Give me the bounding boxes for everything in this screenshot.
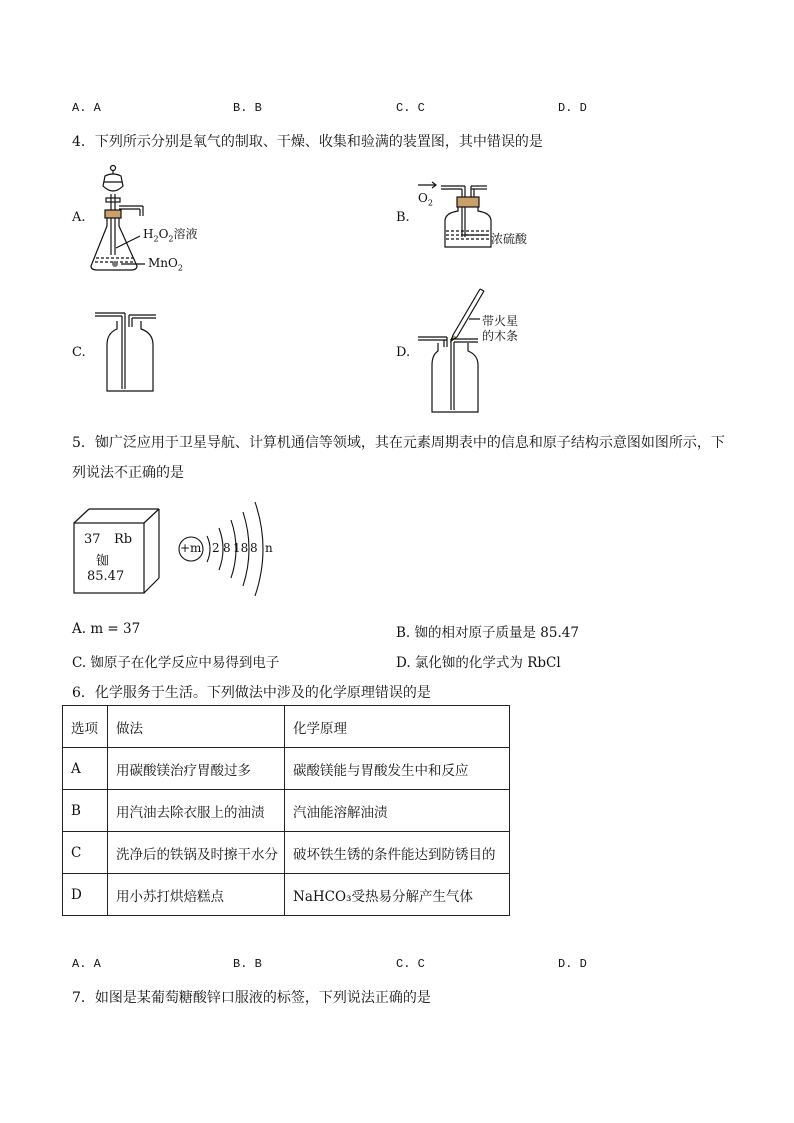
atomic-number: 37 — [84, 532, 101, 547]
q4-stem: 4．下列所示分别是氧气的制取、干燥、收集和验满的装置图，其中错误的是 — [72, 134, 543, 150]
shell-3-electrons: 18 — [233, 541, 249, 555]
shell-1-electrons: 2 — [212, 541, 220, 555]
apparatus-c-collection-bottle — [95, 305, 175, 395]
label-mno2: MnO$_2$ — [148, 256, 183, 273]
table-row — [63, 874, 510, 916]
element-name: 铷 — [96, 554, 110, 569]
label-o2: $O_2$ — [418, 191, 433, 208]
q6-stem: 6．化学服务于生活。下列做法中涉及的化学原理错误的是 — [72, 685, 431, 701]
row-c-practice: 洗净后的铁锅及时擦干水分 — [108, 832, 285, 874]
q5-option-a: A. m = 37 — [72, 621, 141, 637]
shell-4-electrons: 8 — [250, 541, 258, 555]
table-header-row — [63, 706, 510, 748]
table-row — [63, 790, 510, 832]
table-row — [63, 832, 510, 874]
row-b-practice: 用汽油去除衣服上的油渍 — [108, 790, 285, 832]
q6-option-a: A. A — [72, 957, 101, 971]
header-practice: 做法 — [108, 706, 285, 748]
table-row — [63, 748, 510, 790]
q6-option-d: D. D — [558, 957, 587, 971]
q5-option-c: C. 铷原子在化学反应中易得到电子 — [72, 655, 280, 671]
label-glowing-splint-1: 带火星 — [482, 314, 519, 328]
q4-label-a: A. — [72, 210, 86, 225]
row-a-practice: 用碳酸镁治疗胃酸过多 — [108, 748, 285, 790]
q4-label-c: C. — [72, 345, 86, 360]
q5-option-b: B. 铷的相对原子质量是 85.47 — [396, 625, 579, 641]
atomic-mass: 85.47 — [87, 569, 125, 584]
label-h2o2-solution: $H_2O_2$溶液 — [143, 227, 198, 244]
q5-option-d: D. 氯化铷的化学式为 RbCl — [396, 655, 561, 671]
q6-option-b: B. B — [233, 957, 262, 971]
row-b-option: B — [63, 790, 108, 832]
row-a-option: A — [63, 748, 108, 790]
element-symbol: Rb — [114, 532, 133, 547]
q3-option-b: B. B — [233, 101, 262, 115]
q4-label-d: D. — [396, 345, 411, 360]
q5-stem-line1: 5．铷广泛应用于卫星导航、计算机通信等领域，其在元素周期表中的信息和原子结构示意图如图所示，下 — [72, 435, 725, 451]
header-principle: 化学原理 — [285, 706, 510, 748]
row-d-practice: 用小苏打烘焙糕点 — [108, 874, 285, 916]
q3-option-c: C. C — [396, 101, 425, 115]
q4-label-b: B. — [396, 210, 410, 225]
shell-2-electrons: 8 — [223, 541, 231, 555]
label-conc-sulfuric-acid: 浓硫酸 — [491, 232, 528, 246]
row-a-principle: 碳酸镁能与胃酸发生中和反应 — [285, 748, 510, 790]
q6-option-c: C. C — [396, 957, 425, 971]
row-b-principle: 汽油能溶解油渍 — [285, 790, 510, 832]
header-option: 选项 — [63, 706, 108, 748]
row-d-principle: NaHCO₃受热易分解产生气体 — [285, 874, 510, 916]
apparatus-d-splint-test — [418, 285, 538, 415]
shell-5-electrons: n — [265, 541, 273, 555]
nucleus-charge: +m — [180, 541, 202, 555]
row-d-option: D — [63, 874, 108, 916]
q5-stem-line2: 列说法不正确的是 — [72, 465, 184, 481]
label-glowing-splint-2: 的木条 — [482, 329, 519, 343]
row-c-principle: 破坏铁生锈的条件能达到防锈目的 — [285, 832, 510, 874]
q3-option-d: D. D — [558, 101, 587, 115]
q7-stem: 7．如图是某葡萄糖酸锌口服液的标签，下列说法正确的是 — [72, 990, 431, 1006]
q6-table — [62, 705, 510, 916]
row-c-option: C — [63, 832, 108, 874]
q3-option-a: A. A — [72, 101, 101, 115]
